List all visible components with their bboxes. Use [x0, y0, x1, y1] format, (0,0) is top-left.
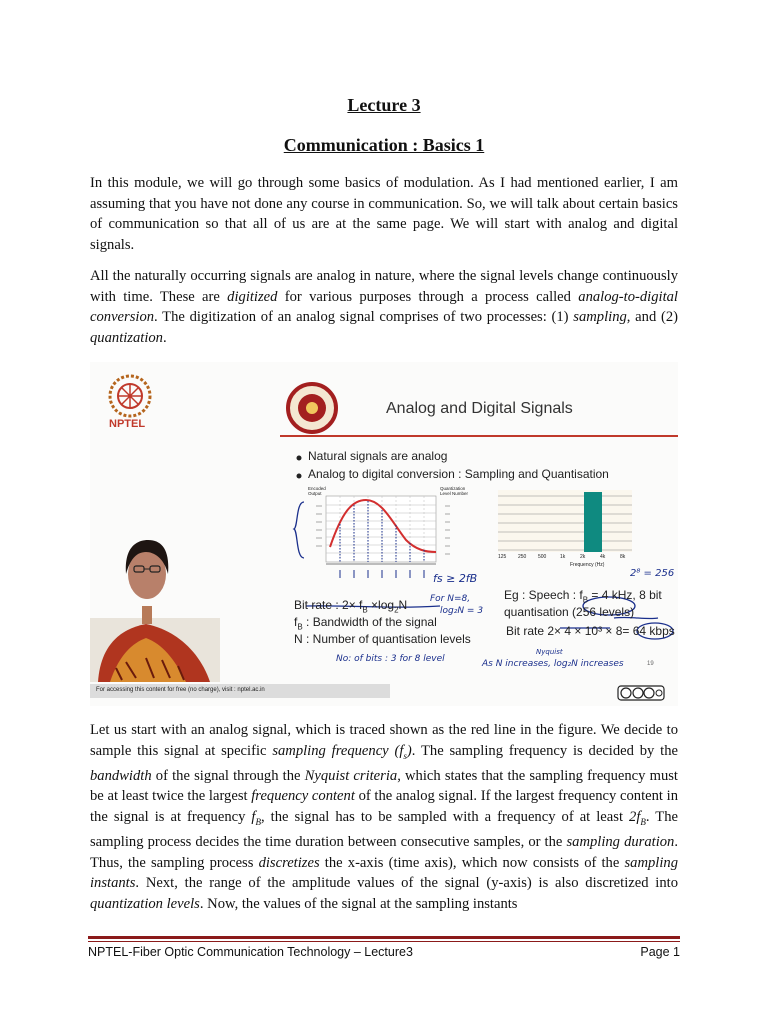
freq-tick: 500: [538, 554, 547, 560]
handwritten-nyquist-label: Nyquist: [536, 648, 563, 656]
access-note: For accessing this content for free (no charge), visit : nptel.ac.in: [96, 687, 265, 693]
iit-logo: [288, 384, 336, 432]
handwritten-increase: As N increases, log₂N increases: [482, 659, 624, 669]
handwritten-n8: For N=8,: [430, 594, 471, 604]
freq-tick: 1k: [560, 554, 566, 560]
handwritten-power: 2⁸ = 256: [630, 568, 675, 579]
bitrate-formula: Bit rate : $2\times f_B \times\log_2N$: [294, 598, 408, 615]
y-axis-label: Encoded Output: [308, 486, 326, 496]
levels-definition: N : Number of quantisation levels: [294, 632, 471, 646]
handwritten-nyquist: fs ≥ 2fB: [433, 572, 478, 585]
footer-rule-thin: [88, 941, 680, 942]
slide-number: 19: [647, 661, 654, 667]
speech-spectrum-chart: [498, 490, 632, 552]
sampling-paragraph: Let us start with an analog signal, which is traced shown as the red line in the figure. We decide to sample this signal at specific sampling frequency $(f_s)$. The sampling frequency is decided by the bandwidth of the signal through the Nyquist criteria, which states that the sampling frequency must be at least twice the largest frequency content of the analog signal. If the largest frequency content in the signal is at frequency $f_B$, the signal has to be sampled with a frequency of at least $2f_B$. The sampling process decides the time duration between consecutive samples, or the sampling duration. Thus, the sampling process discretizes the x-axis (time axis), which now consists of the sampling instants. Next, the range of the amplitude values of the signal (y-axis) is also discretized into quantization levels. Now, the values of the signal at the sampling instants: [90, 722, 678, 912]
speech-band-bar: [584, 492, 602, 552]
presenter-figure: [90, 540, 220, 682]
nptel-logo: [110, 376, 150, 416]
lecture-slide-image: [90, 362, 678, 706]
analog-paragraph: All the naturally occurring signals are analog in nature, where the signal levels change continuously with time. These are digitized for various purposes through a process called analog-to-digital conversion. The digitization of an analog signal comprises of two processes: (1) sampling, and (2) quantization.: [90, 268, 678, 346]
freq-tick: 250: [518, 554, 527, 560]
analog-signal-chart: [294, 496, 450, 578]
slide-bullet-2: Analog to digital conversion : Sampling and Quantisation: [308, 467, 609, 481]
lecture-heading: Lecture 3: [347, 95, 421, 115]
handwritten-bits: No: of bits : 3 for 8 level: [336, 654, 445, 664]
speech-example: Eg : Speech : $f_B = 4$ kHz, 8 bit: [504, 588, 662, 605]
topic-heading: Communication : Basics 1: [283, 135, 485, 155]
footer-rule-thick: [88, 936, 680, 939]
intro-paragraph: In this module, we will go through some basics of modulation. As I had mentioned earlier, I am assuming that you have not done any course in communication. So, we will talk about certain basics of communication so that all of us are at the same page. We will start with analog and digital signals.: [90, 175, 678, 253]
freq-tick: 125: [498, 554, 507, 560]
freq-tick: 8k: [620, 554, 626, 560]
freq-tick: 2k: [580, 554, 586, 560]
footer-page-number: Page 1: [640, 945, 680, 959]
slide-title: Analog and Digital Signals: [386, 400, 573, 417]
bandwidth-definition: $f_B$ : Bandwidth of the signal: [294, 615, 437, 632]
cc-license-badge: [618, 686, 664, 700]
frequency-axis-label: Frequency (Hz): [570, 562, 605, 568]
bitrate-example: Bit rate 2× 4 × 10³ × 8= 64 kbps: [506, 624, 675, 638]
nptel-logo-text: NPTEL: [109, 418, 146, 430]
slide-bullet-1: Natural signals are analog: [308, 449, 448, 463]
handwritten-log: log₂N = 3: [440, 606, 484, 616]
footer-course-title: NPTEL-Fiber Optic Communication Technology – Lecture3: [88, 945, 413, 959]
quantization-label: Quantization Level Number: [440, 486, 469, 496]
freq-tick: 4k: [600, 554, 606, 560]
quantisation-example: quantisation (256 levels): [504, 605, 635, 619]
